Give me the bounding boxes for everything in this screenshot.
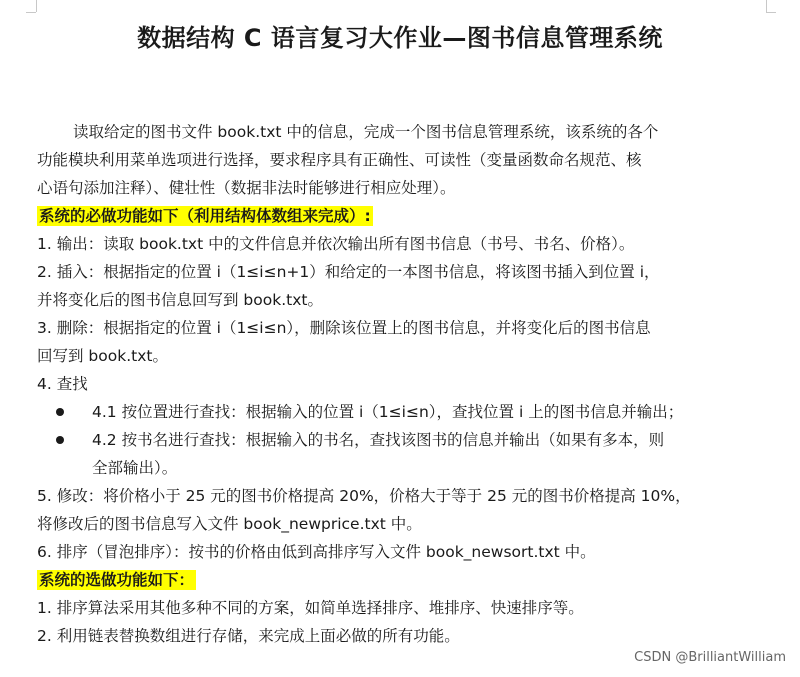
bullet-search-by-name [37, 426, 777, 454]
csdn-watermark: CSDN @BrilliantWilliam [634, 650, 786, 665]
item-output: 1. 输出：读取 book.txt 中的文件信息并依次输出所有图书信息（书号、书名、价格）。 [37, 235, 635, 253]
intro-line-1: 读取给定的图书文件 book.txt 中的信息，完成一个图书信息管理系统，该系统的各个 [73, 123, 659, 141]
optional-item-1: 1. 排序算法采用其他多种不同的方案，如简单选择排序、堆排序、快速排序等。 [37, 599, 584, 617]
optional-heading: 系统的选做功能如下： [39, 571, 195, 589]
bullet-search-by-position-text: 4.1 按位置进行查找：根据输入的位置 i（1≤i≤n），查找位置 i 上的图书信息并输出； [92, 403, 684, 421]
intro-line-3: 心语句添加注释）、健壮性（数据非法时能够进行相应处理）。 [37, 179, 456, 197]
item-insert-line-1: 2. 插入：根据指定的位置 i（1≤i≤n+1）和给定的一本图书信息，将该图书插入到位置 i， [37, 263, 660, 281]
item-delete-line-2: 回写到 book.txt。 [37, 347, 168, 365]
required-heading-row [37, 202, 777, 230]
item-search: 4. 查找 [37, 375, 88, 393]
bullet-search-by-name-cont: 全部输出）。 [92, 459, 178, 477]
page-corner-mark-left [36, 0, 37, 12]
bullet-icon [56, 408, 64, 416]
page-corner-mark-right [766, 0, 767, 12]
document-body [37, 118, 777, 650]
item-sort: 6. 排序（冒泡排序）：按书的价格由低到高排序写入文件 book_newsort.txt 中。 [37, 543, 596, 561]
item-modify-line-1: 5. 修改：将价格小于 25 元的图书价格提高 20%，价格大于等于 25 元的图书价格提高 10%， [37, 487, 691, 505]
optional-heading-row [37, 566, 777, 594]
item-insert-line-2: 并将变化后的图书信息回写到 book.txt。 [37, 291, 323, 309]
item-delete-line-1: 3. 删除：根据指定的位置 i（1≤i≤n），删除该位置上的图书信息，并将变化后的图书信息 [37, 319, 651, 337]
optional-item-2: 2. 利用链表替换数组进行存储，来完成上面必做的所有功能。 [37, 627, 460, 645]
item-modify-line-2: 将修改后的图书信息写入文件 book_newprice.txt 中。 [37, 515, 422, 533]
bullet-search-by-name-text: 4.2 按书名进行查找：根据输入的书名，查找该图书的信息并输出（如果有多本，则 [92, 431, 665, 449]
bullet-icon [56, 436, 64, 444]
intro-line-2: 功能模块利用菜单选项进行选择，要求程序具有正确性、可读性（变量函数命名规范、核 [37, 151, 642, 169]
document-title: 数据结构 C 语言复习大作业—图书信息管理系统 [137, 24, 663, 52]
bullet-search-by-position [37, 398, 777, 426]
required-heading: 系统的必做功能如下（利用结构体数组来完成）: [39, 207, 371, 225]
page-corner-mark-right-h [766, 12, 776, 13]
page-corner-mark-left-h [26, 12, 36, 13]
